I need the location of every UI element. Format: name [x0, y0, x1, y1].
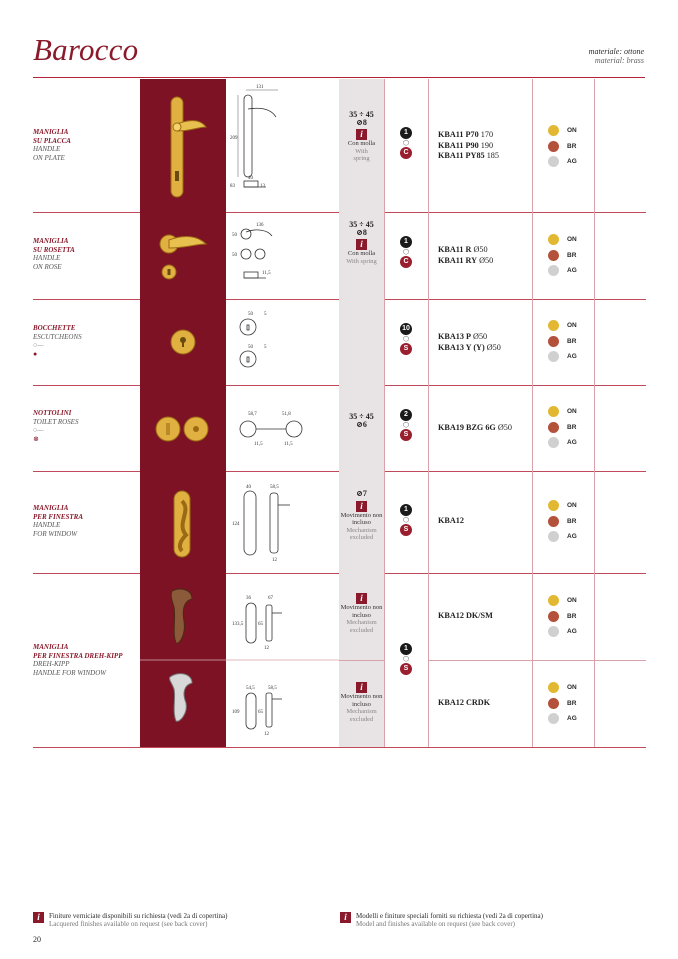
silver-swatch	[548, 156, 559, 167]
product-codes: KBA19 BZG 6G Ø50	[438, 423, 512, 432]
door-thickness-range: 35 ÷ 45	[349, 110, 374, 119]
svg-text:50: 50	[248, 312, 253, 317]
bronze-swatch	[548, 516, 559, 527]
box-icon: ⬡	[402, 248, 410, 256]
svg-text:11,5: 11,5	[284, 442, 293, 447]
technical-drawing	[226, 212, 340, 299]
info-icon: i	[340, 912, 351, 923]
dimension-drawing	[226, 299, 339, 385]
box-icon: ⬡	[402, 655, 410, 663]
material-en: material: brass	[594, 56, 644, 65]
toilet-roses-image	[140, 385, 226, 471]
svg-text:12: 12	[264, 732, 269, 737]
info-icon: i	[356, 593, 367, 604]
product-photo	[140, 79, 226, 212]
svg-text:50: 50	[232, 253, 237, 258]
svg-text:133,5: 133,5	[232, 622, 244, 627]
product-photo	[140, 573, 226, 747]
svg-text:13: 13	[260, 184, 265, 189]
code-line: KBA11 P90 190	[438, 140, 494, 150]
technical-drawing	[226, 471, 340, 573]
finishes-list	[548, 123, 577, 170]
technical-drawing	[226, 299, 340, 385]
finishes-list: ON BR AG	[548, 404, 577, 451]
code-line: KBA11 PY85 185	[438, 151, 499, 160]
finishes-list: ON BR AG	[548, 318, 577, 365]
square-spindle: ⊘8	[356, 117, 367, 127]
header-divider	[33, 77, 645, 78]
box-icon: ⬡	[402, 335, 410, 343]
mechanism-info: 35 ÷ 45 ⊘8 i Con molla With spring	[346, 220, 377, 265]
page-number: 20	[33, 935, 41, 944]
pack-quantity: 1	[400, 127, 412, 139]
gold-swatch	[548, 234, 559, 245]
product-row-escutcheons	[33, 299, 646, 386]
mechanism-info: 35 ÷ 45 ⊘6	[349, 412, 374, 429]
svg-text:12: 12	[264, 646, 269, 651]
svg-text:50: 50	[232, 233, 237, 238]
page-title: Barocco	[33, 32, 139, 67]
product-photo	[140, 385, 226, 471]
packaging-info: 1 ⬡ S	[397, 643, 415, 675]
technical-drawing	[226, 385, 340, 471]
product-codes: KBA12	[438, 516, 464, 525]
product-row-window-handle	[33, 471, 646, 574]
product-codes: KBA11 R Ø50 KBA11 RY Ø50	[438, 245, 494, 265]
bronze-swatch	[548, 336, 559, 347]
svg-text:58,7: 58,7	[248, 412, 257, 417]
mechanism-info: ⊘7 i Movimento non incluso Mechanism excluded	[340, 489, 383, 541]
finishes-list: ON BR AG	[548, 498, 577, 545]
dreh-kipp-images	[140, 573, 226, 747]
dimension-drawing	[226, 385, 339, 471]
product-codes-a: KBA12 DK/SM	[438, 611, 493, 620]
dimension-drawing	[226, 471, 339, 573]
box-icon: ⬡	[402, 421, 410, 429]
code-line: KBA11 P70 170	[438, 130, 494, 139]
keyhole-icon: ●	[33, 349, 38, 358]
key-icon: ○—	[33, 426, 44, 434]
lock-icon: ⊗	[33, 434, 39, 443]
gold-swatch	[548, 125, 559, 136]
row-label: MANIGLIA PER FINESTRA HANDLE FOR WINDOW	[33, 504, 83, 538]
svg-text:65: 65	[258, 710, 263, 715]
finishes-list-a: ON BR AG	[548, 593, 577, 640]
silver-swatch	[548, 437, 559, 448]
svg-text:109: 109	[232, 710, 240, 715]
bronze-swatch	[548, 422, 559, 433]
svg-text:12: 12	[272, 558, 277, 563]
material-it: materiale: ottone	[588, 47, 644, 56]
gold-swatch	[548, 682, 559, 693]
svg-text:209: 209	[230, 136, 238, 141]
bronze-swatch	[548, 698, 559, 709]
product-codes	[438, 130, 499, 162]
packaging-info: 10 ⬡ S	[397, 323, 415, 355]
handle-on-plate-image	[140, 79, 226, 212]
svg-text:124: 124	[232, 522, 240, 527]
product-row-dreh-kipp	[33, 573, 646, 748]
silver-swatch	[548, 626, 559, 637]
silver-swatch	[548, 265, 559, 276]
svg-text:11,5: 11,5	[254, 442, 263, 447]
product-photo	[140, 299, 226, 385]
product-row-handle-on-rose	[33, 212, 646, 300]
silver-swatch	[548, 713, 559, 724]
bronze-swatch	[548, 250, 559, 261]
info-icon: i	[356, 501, 367, 512]
gold-swatch	[548, 406, 559, 417]
technical-drawing	[226, 573, 340, 747]
row-label: MANIGLIA PER FINESTRA DREH-KIPP DREH-KIPP HANDLE FOR WINDOW	[33, 643, 123, 677]
silver-swatch	[548, 351, 559, 362]
gold-swatch	[548, 500, 559, 511]
info-icon: i	[356, 239, 367, 250]
box-icon: ⬡	[402, 139, 410, 147]
svg-text:36: 36	[246, 596, 251, 601]
dimension-drawing	[226, 79, 339, 212]
bronze-swatch	[548, 141, 559, 152]
packaging-info: 1 ⬡ S	[397, 504, 415, 536]
info-icon: i	[33, 912, 44, 923]
row-label: MANIGLIA SU PLACCA HANDLE ON PLATE	[33, 128, 71, 162]
svg-text:40: 40	[246, 485, 251, 490]
packaging-info: 2 ⬡ S	[397, 409, 415, 441]
product-codes: KBA13 P Ø50 KBA13 Y (Y) Ø50	[438, 332, 501, 352]
product-row-toilet-roses	[33, 385, 646, 472]
packaging-info: 1 ⬡ C	[397, 236, 415, 268]
finishes-list-b: ON BR AG	[548, 680, 577, 727]
svg-text:40: 40	[248, 176, 253, 181]
info-icon: i	[356, 129, 367, 140]
svg-text:83: 83	[230, 184, 235, 189]
svg-text:65: 65	[258, 622, 263, 627]
svg-text:50: 50	[248, 345, 253, 350]
mechanism-info-a: i Movimento non incluso Mechanism excluded	[340, 593, 383, 634]
product-codes-b: KBA12 CRDK	[438, 698, 491, 707]
row-label: MANIGLIA SU ROSETTA HANDLE ON ROSE	[33, 237, 75, 271]
material-note	[589, 47, 644, 65]
finish-ag: AG	[548, 154, 577, 170]
svg-text:58,5: 58,5	[268, 686, 277, 691]
svg-text:51,8: 51,8	[282, 412, 291, 417]
gold-swatch	[548, 320, 559, 331]
packaging-info	[397, 127, 415, 159]
info-icon: i	[356, 682, 367, 693]
row-label: BOCCHETTE ESCUTCHEONS ○— ●	[33, 324, 82, 358]
silver-swatch	[548, 531, 559, 542]
pack-type: C	[400, 147, 412, 159]
product-row-handle-on-plate	[33, 79, 646, 213]
finish-on: ON	[548, 123, 577, 139]
svg-text:11,5: 11,5	[262, 271, 271, 276]
product-photo	[140, 212, 226, 299]
svg-text:131: 131	[256, 85, 264, 90]
dimension-drawing	[226, 212, 339, 299]
bronze-swatch	[548, 611, 559, 622]
finishes-list: ON BR AG	[548, 232, 577, 279]
dimension-drawing	[226, 573, 339, 747]
technical-drawing	[226, 79, 340, 212]
svg-text:5: 5	[264, 312, 267, 317]
mechanism-info: 35 ÷ 45 ⊘8 i Con molla With spring	[339, 111, 384, 163]
svg-text:5: 5	[264, 345, 267, 350]
svg-text:58,5: 58,5	[270, 485, 279, 490]
handle-on-rose-image	[140, 212, 226, 299]
box-icon: ⬡	[402, 516, 410, 524]
finish-br: BR	[548, 139, 577, 155]
key-icon: ○—	[33, 341, 44, 349]
mechanism-info-b: i Movimento non incluso Mechanism excluded	[340, 682, 383, 723]
svg-text:54,5: 54,5	[246, 686, 255, 691]
escutcheon-image	[140, 299, 226, 385]
svg-text:67: 67	[268, 596, 273, 601]
window-handle-image	[140, 471, 226, 573]
row-label: NOTTOLINI TOILET ROSES ○— ⊗	[33, 409, 79, 443]
product-photo	[140, 471, 226, 573]
gold-swatch	[548, 595, 559, 606]
svg-text:136: 136	[256, 223, 264, 228]
